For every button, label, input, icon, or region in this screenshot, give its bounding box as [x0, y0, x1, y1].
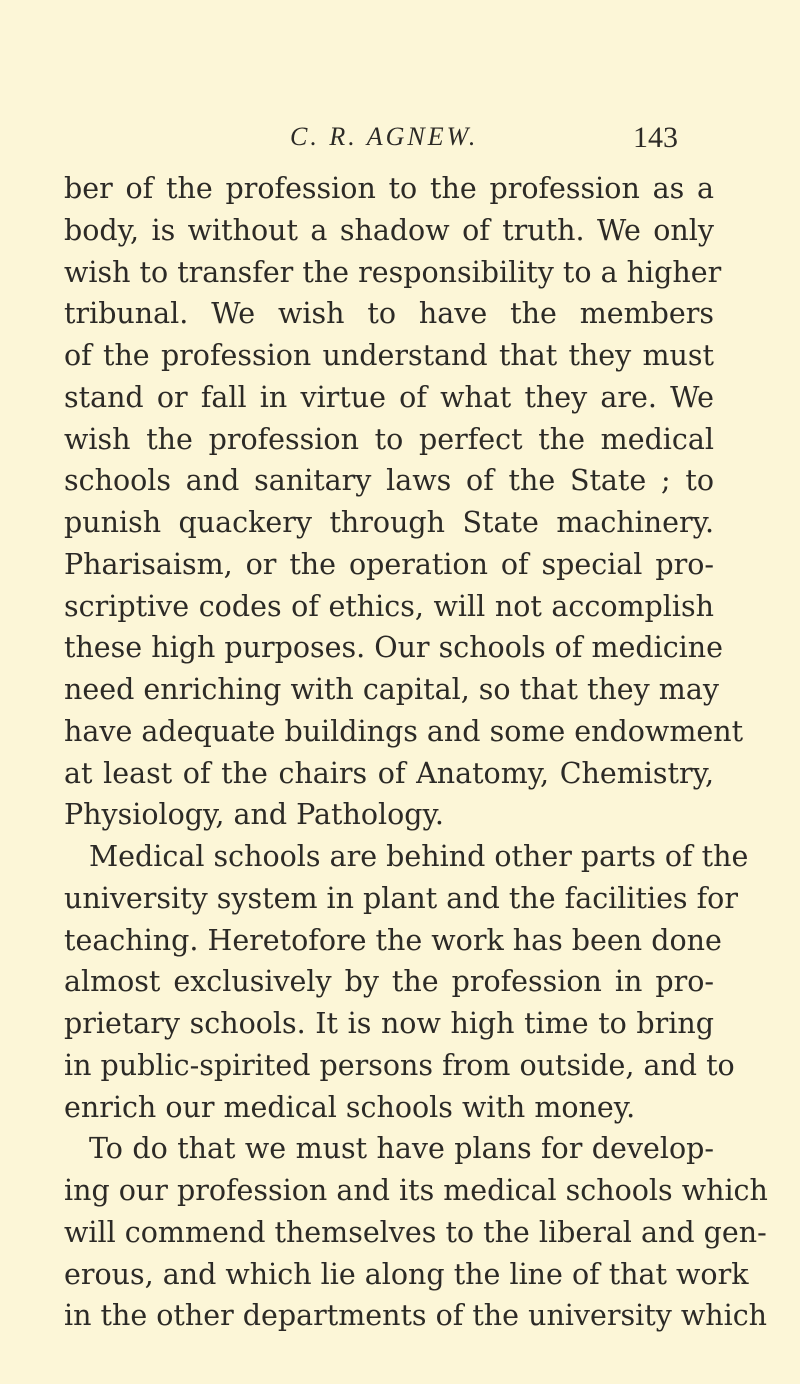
text-line: wish to transfer the responsibility to a higher	[64, 255, 722, 289]
running-head	[0, 122, 800, 162]
text-line: will commend themselves to the liberal and gen-	[64, 1215, 767, 1249]
text-line: Physiology, and Pathology.	[64, 798, 444, 832]
text-line: need enriching with capital, so that they may	[64, 673, 719, 706]
text-line: ing our profession and its medical schools which	[64, 1174, 768, 1207]
text-line: ber of the profession to the profession as a	[64, 172, 714, 205]
text-line: punish quackery through State machinery.	[64, 506, 714, 539]
text-line: have adequate buildings and some endowment	[64, 714, 744, 748]
text-line: stand or fall in virtue of what they are. We	[64, 380, 714, 414]
text-line: these high purposes. Our schools of medicine	[64, 631, 723, 665]
paragraph-first-line: To do that we must have plans for develop-	[89, 1132, 714, 1166]
text-line: prietary schools. It is now high time to bring	[64, 1007, 714, 1040]
text-line: schools and sanitary laws of the State ; to	[64, 464, 714, 498]
running-title: C. R. AGNEW.	[290, 122, 479, 151]
text-line: tribunal. We wish to have the members	[64, 297, 714, 331]
paragraph-first-line: Medical schools are behind other parts of the	[89, 840, 749, 873]
page-number: 143	[633, 121, 678, 154]
text-line: of the profession understand that they must	[64, 339, 714, 372]
text-line: Pharisaism, or the operation of special pro-	[64, 547, 714, 581]
text-line: almost exclusively by the profession in pro-	[64, 965, 714, 999]
text-line: scriptive codes of ethics, will not accomplish	[64, 589, 714, 623]
body-text	[64, 168, 768, 1337]
text-line: at least of the chairs of Anatomy, Chemistry,	[64, 756, 714, 790]
text-line: body, is without a shadow of truth. We only	[64, 213, 714, 247]
text-line: in public-spirited persons from outside, and to	[64, 1048, 735, 1082]
text-line: teaching. Heretofore the work has been done	[64, 923, 722, 957]
text-line: in the other departments of the university which	[64, 1299, 768, 1333]
text-line: enrich our medical schools with money.	[64, 1090, 636, 1124]
text-line: wish the profession to perfect the medical	[64, 422, 714, 456]
text-line: erous, and which lie along the line of that work	[64, 1257, 749, 1291]
text-line: university system in plant and the facilities for	[64, 881, 738, 915]
